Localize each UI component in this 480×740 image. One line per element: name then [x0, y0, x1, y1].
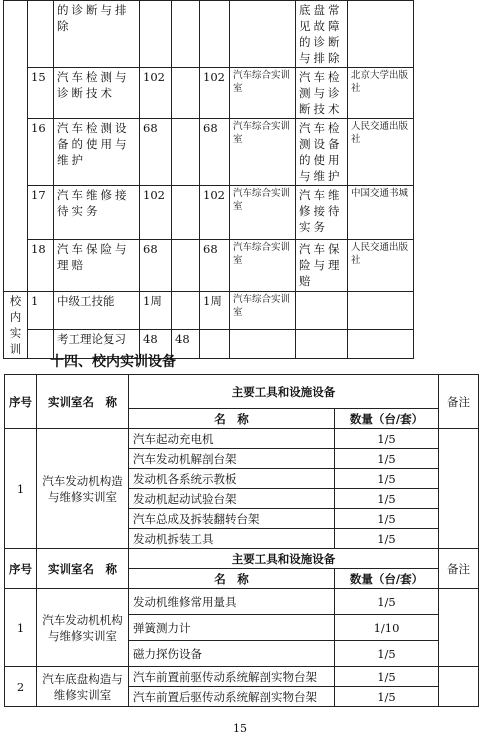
- internal-hours: 48: [140, 329, 172, 358]
- course-venue: [230, 1, 296, 68]
- course-venue: 汽车综合实训室: [230, 240, 296, 292]
- course-hours: 68: [140, 240, 172, 292]
- header-room: 实训室名 称: [37, 375, 129, 429]
- equipment-header-row: [5, 549, 479, 569]
- internal-w1: [172, 292, 200, 330]
- header-no: 序号: [5, 549, 37, 589]
- equipment-qty: 1/5: [335, 429, 439, 449]
- course-name: 汽车检测与诊断技术: [54, 68, 140, 119]
- equipment-name: 磁力探伤设备: [129, 641, 335, 667]
- equipment-name: 发动机维修常用量具: [129, 589, 335, 615]
- group-no: 1: [5, 589, 37, 667]
- course-book: 汽车维修接待实务: [296, 186, 348, 240]
- internal-w2: [200, 329, 230, 358]
- group-no: 1: [5, 429, 37, 549]
- header-qty: 数量（台/套）: [335, 409, 439, 429]
- internal-w1: 48: [172, 329, 200, 358]
- group-room: 汽车发动机构造与维修实训室: [37, 429, 129, 549]
- course-book: 汽车检测与诊断技术: [296, 68, 348, 119]
- equipment-note: [439, 429, 479, 549]
- course-w1: [172, 186, 200, 240]
- internal-venue: [230, 329, 296, 358]
- equipment-qty: 1/5: [335, 589, 439, 615]
- course-book: 底盘常见故障的诊断与排除: [296, 1, 348, 68]
- course-hours: 68: [140, 119, 172, 186]
- course-hours: 102: [140, 186, 172, 240]
- equipment-name: 汽车总成及拆装翻转台架: [129, 509, 335, 529]
- internal-venue: 汽车综合实训室: [230, 292, 296, 330]
- course-w2: 102: [200, 186, 230, 240]
- course-row: [4, 119, 414, 186]
- equipment-name: 汽车前置后驱传动系统解剖实物台架: [129, 687, 335, 707]
- internal-w2: 1周: [200, 292, 230, 330]
- course-row: [4, 240, 414, 292]
- course-publisher: [348, 1, 414, 68]
- equipment-table-body: [5, 375, 479, 707]
- course-w2: [200, 1, 230, 68]
- internal-no: 1: [28, 292, 54, 330]
- course-w1: [172, 68, 200, 119]
- empty-cell: [348, 329, 414, 358]
- equipment-name: 发动机各系统示教板: [129, 469, 335, 489]
- page-number: 15: [233, 722, 247, 735]
- equipment-note: [439, 589, 479, 667]
- header-name: 名 称: [129, 569, 335, 589]
- course-row: [4, 1, 414, 68]
- course-no: [28, 1, 54, 68]
- course-w1: [172, 119, 200, 186]
- course-w2: 68: [200, 119, 230, 186]
- course-hours: [140, 1, 172, 68]
- header-name: 名 称: [129, 409, 335, 429]
- group-no: 2: [5, 667, 37, 707]
- course-venue: 汽车综合实训室: [230, 68, 296, 119]
- course-publisher: 人民交通出版社: [348, 119, 414, 186]
- equipment-name: 汽车起动充电机: [129, 429, 335, 449]
- course-table-body: [4, 1, 414, 359]
- course-book: 汽车检测设备的使用与维护: [296, 119, 348, 186]
- internal-name: 中级工技能: [54, 292, 140, 330]
- course-name: 汽车检测设备的使用与维护: [54, 119, 140, 186]
- header-qty: 数量（台/套）: [335, 569, 439, 589]
- equipment-qty: 1/5: [335, 509, 439, 529]
- empty-cell: [296, 329, 348, 358]
- equipment-row: [5, 589, 479, 615]
- course-row: [4, 186, 414, 240]
- internal-name: 考工理论复习: [54, 329, 140, 358]
- internal-label: 校内实训: [4, 292, 28, 359]
- course-hours: 102: [140, 68, 172, 119]
- equipment-qty: 1/5: [335, 449, 439, 469]
- equipment-qty: 1/5: [335, 469, 439, 489]
- internal-hours: 1周: [140, 292, 172, 330]
- course-publisher: 中国交通书城: [348, 186, 414, 240]
- equipment-row: [5, 429, 479, 449]
- group-label-cell: [4, 1, 28, 292]
- group-room: 汽车发动机机构与维修实训室: [37, 589, 129, 667]
- header-room: 实训室名 称: [37, 549, 129, 589]
- section-title: 十四、校内实训设备: [50, 354, 176, 370]
- course-no: 15: [28, 68, 54, 119]
- equipment-qty: 1/5: [335, 641, 439, 667]
- course-w2: 102: [200, 68, 230, 119]
- course-w1: [172, 240, 200, 292]
- equipment-qty: 1/5: [335, 687, 439, 707]
- course-no: 18: [28, 240, 54, 292]
- course-venue: 汽车综合实训室: [230, 186, 296, 240]
- course-book: 汽车保险与理赔: [296, 240, 348, 292]
- equipment-name: 弹簧测力计: [129, 615, 335, 641]
- equipment-name: 汽车发动机解剖台架: [129, 449, 335, 469]
- equipment-qty: 1/5: [335, 667, 439, 687]
- equipment-qty: 1/10: [335, 615, 439, 641]
- empty-cell: [348, 292, 414, 330]
- course-name: 的诊断与排除: [54, 1, 140, 68]
- course-name: 汽车维修接待实务: [54, 186, 140, 240]
- course-publisher: 人民交通出版社: [348, 240, 414, 292]
- equipment-qty: 1/5: [335, 529, 439, 549]
- course-row: [4, 68, 414, 119]
- group-room: 汽车底盘构造与维修实训室: [37, 667, 129, 707]
- header-main: 主要工具和设施设备: [129, 549, 439, 569]
- equipment-qty: 1/5: [335, 489, 439, 509]
- equipment-row: [5, 667, 479, 687]
- header-note: 备注: [439, 375, 479, 429]
- equipment-header-row: [5, 375, 479, 409]
- course-no: 17: [28, 186, 54, 240]
- course-publisher: 北京大学出版社: [348, 68, 414, 119]
- course-w2: 68: [200, 240, 230, 292]
- course-table: [3, 0, 414, 359]
- equipment-name: 发动机起动试验台架: [129, 489, 335, 509]
- course-w1: [172, 1, 200, 68]
- header-no: 序号: [5, 375, 37, 429]
- internal-row: [4, 292, 414, 330]
- equipment-name: 汽车前置前驱传动系统解剖实物台架: [129, 667, 335, 687]
- equipment-name: 发动机拆装工具: [129, 529, 335, 549]
- equipment-table: [4, 374, 479, 707]
- header-note: 备注: [439, 549, 479, 589]
- header-main: 主要工具和设施设备: [129, 375, 439, 409]
- course-name: 汽车保险与理赔: [54, 240, 140, 292]
- equipment-note: [439, 667, 479, 707]
- course-no: 16: [28, 119, 54, 186]
- empty-cell: [296, 292, 348, 330]
- course-venue: 汽车综合实训室: [230, 119, 296, 186]
